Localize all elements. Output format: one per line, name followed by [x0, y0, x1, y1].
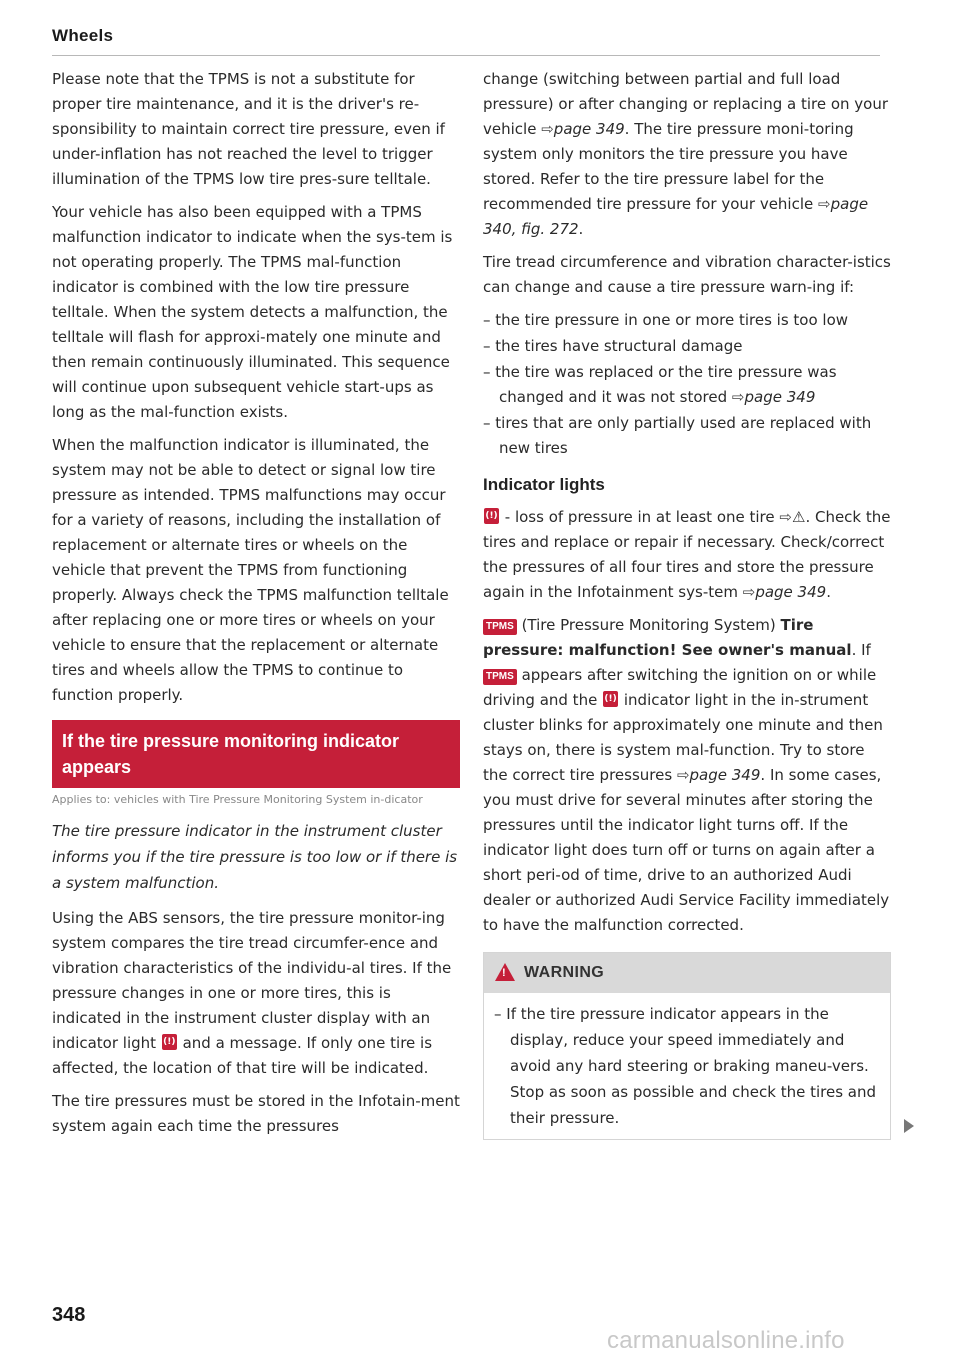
warning-triangle-icon	[495, 963, 515, 981]
arrow-right-icon: ⇨	[742, 583, 756, 601]
arrow-right-icon: ⇨	[779, 508, 792, 526]
arrow-right-icon: ⇨	[541, 120, 554, 138]
header-rule	[52, 55, 880, 56]
paragraph: The tire pressures must be stored in the Infotain-ment system again each time the pressures	[52, 1092, 460, 1135]
tire-pressure-indicator-icon	[484, 508, 499, 524]
section-header-title: Wheels	[52, 26, 114, 45]
list-item: – the tire pressure in one or more tires is too low	[483, 311, 849, 329]
paragraph: Tire tread circumference and vibration character-istics can change and cause a tire pressure warn-ing if:	[483, 253, 891, 296]
warning-triangle-icon: ⚠	[791, 508, 806, 526]
arrow-right-icon: ⇨	[818, 195, 831, 213]
paragraph-text: (Tire Pressure Monitoring System)	[521, 616, 776, 634]
warning-header	[484, 953, 890, 993]
paragraph: (!) - loss of pressure in at least one tire ⇨⚠. Check the tires and replace or repair if necessary. Check/correct the pressures of all four tires and store the pressure again in the Infotainment sys-tem ⇨page 349.	[483, 505, 891, 605]
paragraph-text: Using the ABS sensors, the tire pressure monitor-ing system compares the tire tread circumfer-ence and vibration characteristics of the individu-al tires. If the pressure changes in one or more tires, this is indicated in the instrument cluster display with an indicator light	[52, 909, 452, 1052]
right-column	[483, 67, 891, 1140]
tire-pressure-indicator-icon	[162, 1034, 177, 1050]
arrow-right-icon: ⇨	[731, 388, 745, 406]
warning-box	[483, 952, 891, 1140]
watermark: carmanualsonline.info	[607, 1327, 845, 1354]
paragraph-text: . If	[851, 641, 871, 659]
arrow-right-icon: ⇨	[676, 766, 690, 784]
section-title: If the tire pressure monitoring indicator appears	[52, 720, 460, 788]
page-reference-link[interactable]: page 349	[744, 388, 816, 406]
continue-arrow-icon	[904, 1119, 914, 1133]
left-column	[52, 67, 460, 1147]
paragraph-text: . The tire pressure moni-toring system only monitors the tire pressure you have stored. Refer to the tire pressure label for the recommended tire pressure for your vehicle	[483, 120, 854, 213]
paragraph-text: . In some cases, you must drive for several minutes after storing the pressures until the indicator light turns off. If the indicator light does turn off or turns on again after a short peri-od of time, drive to an authorized Audi dealer or authorized Audi Service Facility immediately to have the malfunction corrected.	[483, 766, 890, 934]
list-item-text: the tire pressure in one or more tires is too low	[495, 311, 849, 329]
list-item-text: If the tire pressure indicator appears in the display, reduce your speed immediately and avoid any hard steering or braking maneu-vers. Stop as soon as possible and check the tires and their pressure.	[506, 1005, 877, 1127]
message-text: Tire pressure: malfunction! See owner's manual	[483, 616, 852, 659]
applies-to-note: Applies to: vehicles with Tire Pressure Monitoring System in-dicator	[52, 793, 423, 806]
tpms-indicator-icon: TPMS	[483, 669, 517, 685]
paragraph-text: and a message. If only one tire is affected, the location of that tire will be indicated.	[52, 1034, 433, 1077]
page-reference-link[interactable]: page 349	[689, 766, 761, 784]
tpms-indicator-icon: TPMS	[483, 619, 517, 635]
warning-title: WARNING	[524, 964, 605, 981]
page-reference-link[interactable]: page 340, fig. 272	[483, 195, 869, 238]
paragraph: Your vehicle has also been equipped with a TPMS malfunction indicator to indicate when the sys-tem is not operating properly. The TPMS mal-function indicator is combined with the low tire pressure telltale. When the system detects a malfunction, the telltale will flash for approxi-mately one minute and then remain continuously illuminated. This sequence will continue upon subsequent vehicle start-ups as long as the mal-function exists.	[52, 203, 453, 421]
paragraph: change (switching between partial and full load pressure) or after changing or replacing a tire on your vehicle ⇨page 349. The tire pressure moni-toring system only monitors the tire pressure you have stored. Refer to the tire pressure label for the recommended tire pressure for your vehicle ⇨page 340, fig. 272.	[483, 70, 889, 238]
list-item: – tires that are only partially used are replaced with new tires	[483, 414, 872, 457]
page-reference-link[interactable]: page 349	[553, 120, 625, 138]
list-item: – the tire was replaced or the tire pressure was changed and it was not stored ⇨page 349	[483, 363, 837, 406]
lead-paragraph: The tire pressure indicator in the instrument cluster informs you if the tire pressure is too low or if there is a system malfunction.	[52, 822, 458, 892]
list-item: – the tires have structural damage	[483, 337, 743, 355]
paragraph-text: change (switching between partial and full load pressure) or after changing or replacing a tire on your vehicle	[483, 70, 889, 138]
list-item: – If the tire pressure indicator appears in the display, reduce your speed immediately and avoid any hard steering or braking maneu-vers. Stop as soon as possible and check the tires and their pressure.	[494, 1005, 877, 1127]
page-reference-link[interactable]: page 349	[755, 583, 827, 601]
page-number: 348	[52, 1304, 86, 1326]
paragraph: When the malfunction indicator is illuminated, the system may not be able to detect or signal low tire pressure as intended. TPMS malfunctions may occur for a variety of reasons, including the installation of replacement or alternate tires or wheels on the vehicle that prevent the TPMS from functioning properly. Always check the TPMS malfunction telltale after replacing one or more tires or wheels on your vehicle to ensure that the replacement or alternate tires and wheels allow the TPMS to continue to function properly.	[52, 436, 449, 704]
tire-pressure-indicator-icon	[603, 691, 618, 707]
list-item-text: tires that are only partially used are replaced with new tires	[495, 414, 872, 457]
paragraph: Please note that the TPMS is not a substitute for proper tire maintenance, and it is the driver's re-sponsibility to maintain correct tire pressure, even if under-inflation has not reached the level to trigger illumination of the TPMS low tire pres-sure telltale.	[52, 70, 445, 188]
paragraph	[52, 906, 460, 1081]
paragraph-text: . Check the tires and replace or repair if necessary. Check/correct the pressures of all four tires and store the pressure again in the Infotainment sys-tem	[483, 508, 891, 601]
list-item-text: the tire was replaced or the tire pressure was changed and it was not stored	[495, 363, 837, 406]
paragraph-text: appears after switching the ignition on or while driving and the	[483, 666, 877, 709]
paragraph-text: indicator light in the in-strument cluster blinks for approximately one minute and then stays on, there is system mal-function. Try to store the correct tire pressures	[483, 691, 883, 784]
list-item-text: the tires have structural damage	[495, 337, 743, 355]
condition-list	[483, 308, 891, 461]
warning-list	[484, 993, 890, 1139]
subheading: Indicator lights	[483, 475, 605, 494]
paragraph-text: - loss of pressure in at least one tire	[504, 508, 775, 526]
paragraph	[483, 613, 891, 938]
